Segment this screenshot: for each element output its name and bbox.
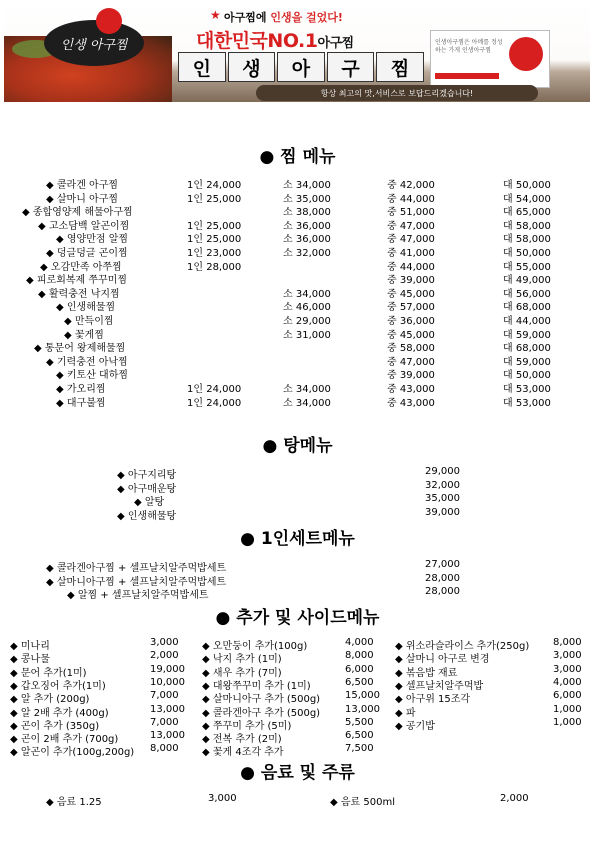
item-name: ◆ 파 [395, 707, 416, 719]
price-large: 대 53,000 [503, 397, 551, 409]
item-name: ◆ 종합영양제 해물아구찜 [22, 207, 133, 219]
section-drink-heading: ● 음료 및 주류 [240, 763, 355, 783]
jjim-menu-item [0, 353, 595, 367]
item-name: ◆ 통문어 왕제해물찜 [34, 343, 126, 355]
tagline-highlight: 인생을 걸었다! [270, 11, 343, 24]
tang-menu-item [0, 466, 595, 480]
price-large: 대 59,000 [503, 356, 551, 368]
name-tile: 인 [178, 52, 226, 82]
price-single: 1인 28,000 [187, 261, 242, 273]
tagline-part: 아구찜에 [224, 11, 271, 24]
tang-menu-item [0, 480, 595, 494]
item-price: 6,000 [345, 663, 374, 675]
item-price: 3,000 [553, 650, 582, 662]
item-name: ◆ 새우 추가 (7미) [202, 667, 282, 679]
item-price: 39,000 [425, 506, 460, 518]
logo-seal [96, 8, 122, 34]
item-name: ◆ 덩글덩글 곤이찜 [46, 248, 128, 259]
section-side-heading: ● 추가 및 사이드메뉴 [215, 608, 380, 628]
price-medium: 중 44,000 [387, 193, 435, 205]
price-large: 대 68,000 [503, 343, 551, 355]
item-price: 3,000 [553, 663, 582, 675]
jjim-menu-item [0, 190, 595, 204]
price-large: 대 58,000 [503, 220, 551, 232]
item-name: ◆ 셀프날치알주먹밥 [395, 680, 484, 692]
name-tile: 아 [277, 52, 325, 82]
price-medium: 중 47,000 [387, 220, 435, 232]
price-single: 1인 23,000 [187, 248, 242, 259]
jjim-menu-item [0, 339, 595, 353]
side-menu-item [0, 730, 374, 746]
promo-card [430, 30, 550, 88]
item-name: ◆ 가오리찜 [56, 384, 106, 395]
item-price: 19,000 [150, 663, 185, 675]
jjim-menu-item [0, 285, 595, 299]
item-name: ◆ 볶음밥 재료 [395, 667, 458, 679]
item-name: ◆ 살마니아구 추가 (500g) [202, 694, 321, 706]
item-name: ◆ 만득이찜 [64, 316, 114, 327]
price-medium: 중 44,000 [387, 261, 435, 273]
item-price: 6,500 [345, 676, 374, 688]
side-menu-item [0, 743, 374, 759]
item-name: ◆ 음료 1.25 [46, 797, 102, 808]
price-small: 소 34,000 [283, 384, 331, 395]
item-price: 35,000 [425, 493, 460, 504]
price-medium: 중 45,000 [387, 329, 435, 341]
price-large: 대 58,000 [503, 234, 551, 246]
item-name: ◆ 인생해물탕 [117, 510, 177, 522]
item-price: 15,000 [345, 690, 380, 702]
headline [196, 26, 354, 53]
price-medium: 중 58,000 [387, 343, 435, 355]
item-name: ◆ 음료 500ml [330, 797, 395, 808]
item-name: ◆ 알 2배 추가 (400g) [10, 707, 109, 719]
jjim-menu-item [0, 394, 595, 408]
price-small: 소 34,000 [283, 180, 331, 191]
price-large: 대 55,000 [503, 261, 551, 273]
item-name: ◆ 알곤이 추가(100g,200g) [10, 747, 135, 759]
item-name: ◆ 영양만점 알찜 [56, 234, 129, 246]
price-medium: 중 43,000 [387, 384, 435, 395]
section-tang-heading: ● 탕메뉴 [262, 436, 333, 456]
item-price: 8,000 [553, 637, 582, 648]
price-small: 소 34,000 [283, 397, 331, 409]
item-name: ◆ 곤이 추가 (350g) [10, 720, 100, 732]
price-large: 대 53,000 [503, 384, 551, 395]
set-menu-item [0, 586, 595, 600]
price-small: 소 34,000 [283, 288, 331, 300]
item-name: ◆ 피로회복제 쭈꾸미찜 [26, 275, 127, 287]
item-price: 32,000 [425, 479, 460, 491]
item-name: ◆ 미나리 [10, 641, 50, 652]
price-small: 소 31,000 [283, 329, 331, 341]
jjim-menu-item [0, 203, 595, 217]
item-name: ◆ 콜라겐 아구찜 [46, 180, 119, 191]
item-price: 6,500 [345, 730, 374, 742]
headline-red: 대한민국NO.1 [196, 30, 318, 52]
item-name: ◆ 대왕쭈꾸미 추가 (1미) [202, 680, 311, 692]
item-name: ◆ 곤이 2배 추가 (700g) [10, 734, 119, 746]
jjim-menu-item [0, 217, 595, 231]
item-name: ◆ 대구불찜 [56, 397, 106, 409]
price-small: 소 46,000 [283, 302, 331, 314]
jjim-menu-item [0, 312, 595, 326]
item-name: ◆ 쭈꾸미 추가 (5미) [202, 720, 292, 732]
set-menu-item [0, 559, 595, 573]
item-name: ◆ 살마니아구찜 + 셀프날치알주먹밥세트 [46, 576, 227, 588]
name-tile: 찜 [376, 52, 424, 82]
item-name: ◆ 꽃게찜 [64, 329, 104, 341]
item-price: 3,000 [208, 793, 237, 804]
price-small: 소 35,000 [283, 193, 331, 205]
price-single: 1인 25,000 [187, 220, 242, 232]
price-large: 대 65,000 [503, 207, 551, 219]
price-large: 대 59,000 [503, 329, 551, 341]
item-price: 4,000 [553, 676, 582, 688]
item-name: ◆ 콜라겐아구찜 + 셀프날치알주먹밥세트 [46, 563, 227, 574]
item-name: ◆ 키토산 대하찜 [56, 370, 129, 382]
item-name: ◆ 콩나물 [10, 654, 50, 666]
price-medium: 중 42,000 [387, 180, 435, 191]
price-small: 소 38,000 [283, 207, 331, 219]
name-tile: 구 [327, 52, 375, 82]
item-name: ◆ 아구위 15조각 [395, 694, 471, 706]
jjim-menu-item [0, 244, 595, 258]
item-name: ◆ 알 추가 (200g) [10, 694, 90, 706]
jjim-menu-item [0, 230, 595, 244]
logo-text: 인생 아구찜 [60, 37, 128, 53]
price-large: 대 49,000 [503, 275, 551, 287]
pot-icon [509, 37, 543, 71]
jjim-menu-item [0, 380, 595, 394]
promo-card-bar [435, 73, 499, 79]
price-large: 대 44,000 [503, 316, 551, 327]
price-medium: 중 47,000 [387, 356, 435, 368]
price-medium: 중 43,000 [387, 397, 435, 409]
item-price: 7,500 [345, 743, 374, 755]
price-small: 소 32,000 [283, 248, 331, 259]
price-single: 1인 24,000 [187, 397, 242, 409]
jjim-menu-item [0, 366, 595, 380]
item-price: 10,000 [150, 676, 185, 688]
item-name: ◆ 알탕 [134, 497, 165, 508]
item-name: ◆ 오만둥이 추가(100g) [202, 641, 308, 652]
price-medium: 중 51,000 [387, 207, 435, 219]
item-price: 2,000 [500, 793, 529, 804]
item-price: 4,000 [345, 637, 374, 648]
item-name: ◆ 낙지 추가 (1미) [202, 654, 282, 666]
slogan: 항상 최고의 맛,서비스로 보답드리겠습니다! [256, 85, 538, 101]
item-name: ◆ 인생해물찜 [56, 302, 116, 314]
brand-logo [44, 20, 144, 66]
item-price: 27,000 [425, 559, 460, 570]
name-tile: 생 [228, 52, 276, 82]
price-medium: 중 39,000 [387, 370, 435, 382]
jjim-menu-item [0, 176, 595, 190]
item-price: 6,000 [553, 690, 582, 702]
price-medium: 중 57,000 [387, 302, 435, 314]
item-price: 1,000 [553, 716, 582, 728]
item-name: ◆ 고소담백 알곤이찜 [38, 220, 130, 232]
jjim-menu-item [0, 258, 595, 272]
item-price: 29,000 [425, 466, 460, 477]
item-name: ◆ 꽃게 4조각 추가 [202, 747, 284, 759]
price-large: 대 56,000 [503, 288, 551, 300]
price-large: 대 68,000 [503, 302, 551, 314]
item-name: ◆ 기력충전 아낙찜 [46, 356, 128, 368]
price-large: 대 50,000 [503, 180, 551, 191]
price-single: 1인 25,000 [187, 234, 242, 246]
item-price: 28,000 [425, 586, 460, 597]
price-medium: 중 45,000 [387, 288, 435, 300]
item-name: ◆ 오감만족 아쭈찜 [40, 261, 122, 273]
star-icon: ★ [210, 8, 221, 22]
item-price: 3,000 [150, 637, 179, 648]
tang-menu-item [0, 493, 595, 507]
price-medium: 중 39,000 [387, 275, 435, 287]
item-name: ◆ 공기밥 [395, 720, 435, 732]
section-set-heading: ● 1인세트메뉴 [240, 529, 355, 549]
item-name: ◆ 갑오징어 추가(1미) [10, 680, 106, 692]
price-medium: 중 36,000 [387, 316, 435, 327]
price-small: 소 36,000 [283, 234, 331, 246]
jjim-menu-item [0, 326, 595, 340]
price-small: 소 29,000 [283, 316, 331, 327]
item-price: 13,000 [150, 730, 185, 742]
item-name: ◆ 전복 추가 (2미) [202, 734, 282, 746]
item-price: 2,000 [150, 650, 179, 662]
price-single: 1인 24,000 [187, 384, 242, 395]
item-price: 5,500 [345, 716, 374, 728]
price-medium: 중 47,000 [387, 234, 435, 246]
price-large: 대 54,000 [503, 193, 551, 205]
tang-menu-item [0, 507, 595, 521]
item-name: ◆ 아구매운탕 [117, 483, 177, 495]
item-name: ◆ 활력충전 낙지찜 [38, 288, 120, 300]
item-price: 7,000 [150, 716, 179, 728]
item-price: 8,000 [150, 743, 179, 755]
header-banner [4, 2, 590, 102]
price-large: 대 50,000 [503, 370, 551, 382]
item-price: 7,000 [150, 690, 179, 702]
price-small: 소 36,000 [283, 220, 331, 232]
price-single: 1인 25,000 [187, 193, 242, 205]
price-medium: 중 41,000 [387, 248, 435, 259]
section-jjim-heading: ● 찜 메뉴 [259, 147, 336, 167]
drink-menu-row [0, 793, 595, 807]
item-name: ◆ 살마니 아구로 변경 [395, 654, 490, 666]
restaurant-name-tiles [178, 52, 424, 82]
item-name: ◆ 알찜 + 셀프날치알주먹밥세트 [67, 590, 209, 601]
jjim-menu-item [0, 298, 595, 312]
item-name: ◆ 문어 추가(1미) [10, 667, 87, 679]
item-name: ◆ 콜라겐아구 추가 (500g) [202, 707, 321, 719]
price-large: 대 50,000 [503, 248, 551, 259]
item-name: ◆ 위소라슬라이스 추가(250g) [395, 641, 530, 652]
item-price: 8,000 [345, 650, 374, 662]
item-name: ◆ 살마니 아구찜 [46, 193, 119, 205]
item-price: 1,000 [553, 703, 582, 715]
item-price: 13,000 [345, 703, 380, 715]
tagline [224, 9, 343, 25]
promo-card-text: 인생아구찜은 아메를 정성하는 가게 인생아구찜 [435, 39, 503, 54]
set-menu-item [0, 573, 595, 587]
price-single: 1인 24,000 [187, 180, 242, 191]
item-price: 13,000 [150, 703, 185, 715]
item-name: ◆ 아구지리탕 [117, 470, 177, 481]
headline-black: 아구찜 [317, 36, 354, 51]
jjim-menu-item [0, 271, 595, 285]
item-price: 28,000 [425, 572, 460, 584]
